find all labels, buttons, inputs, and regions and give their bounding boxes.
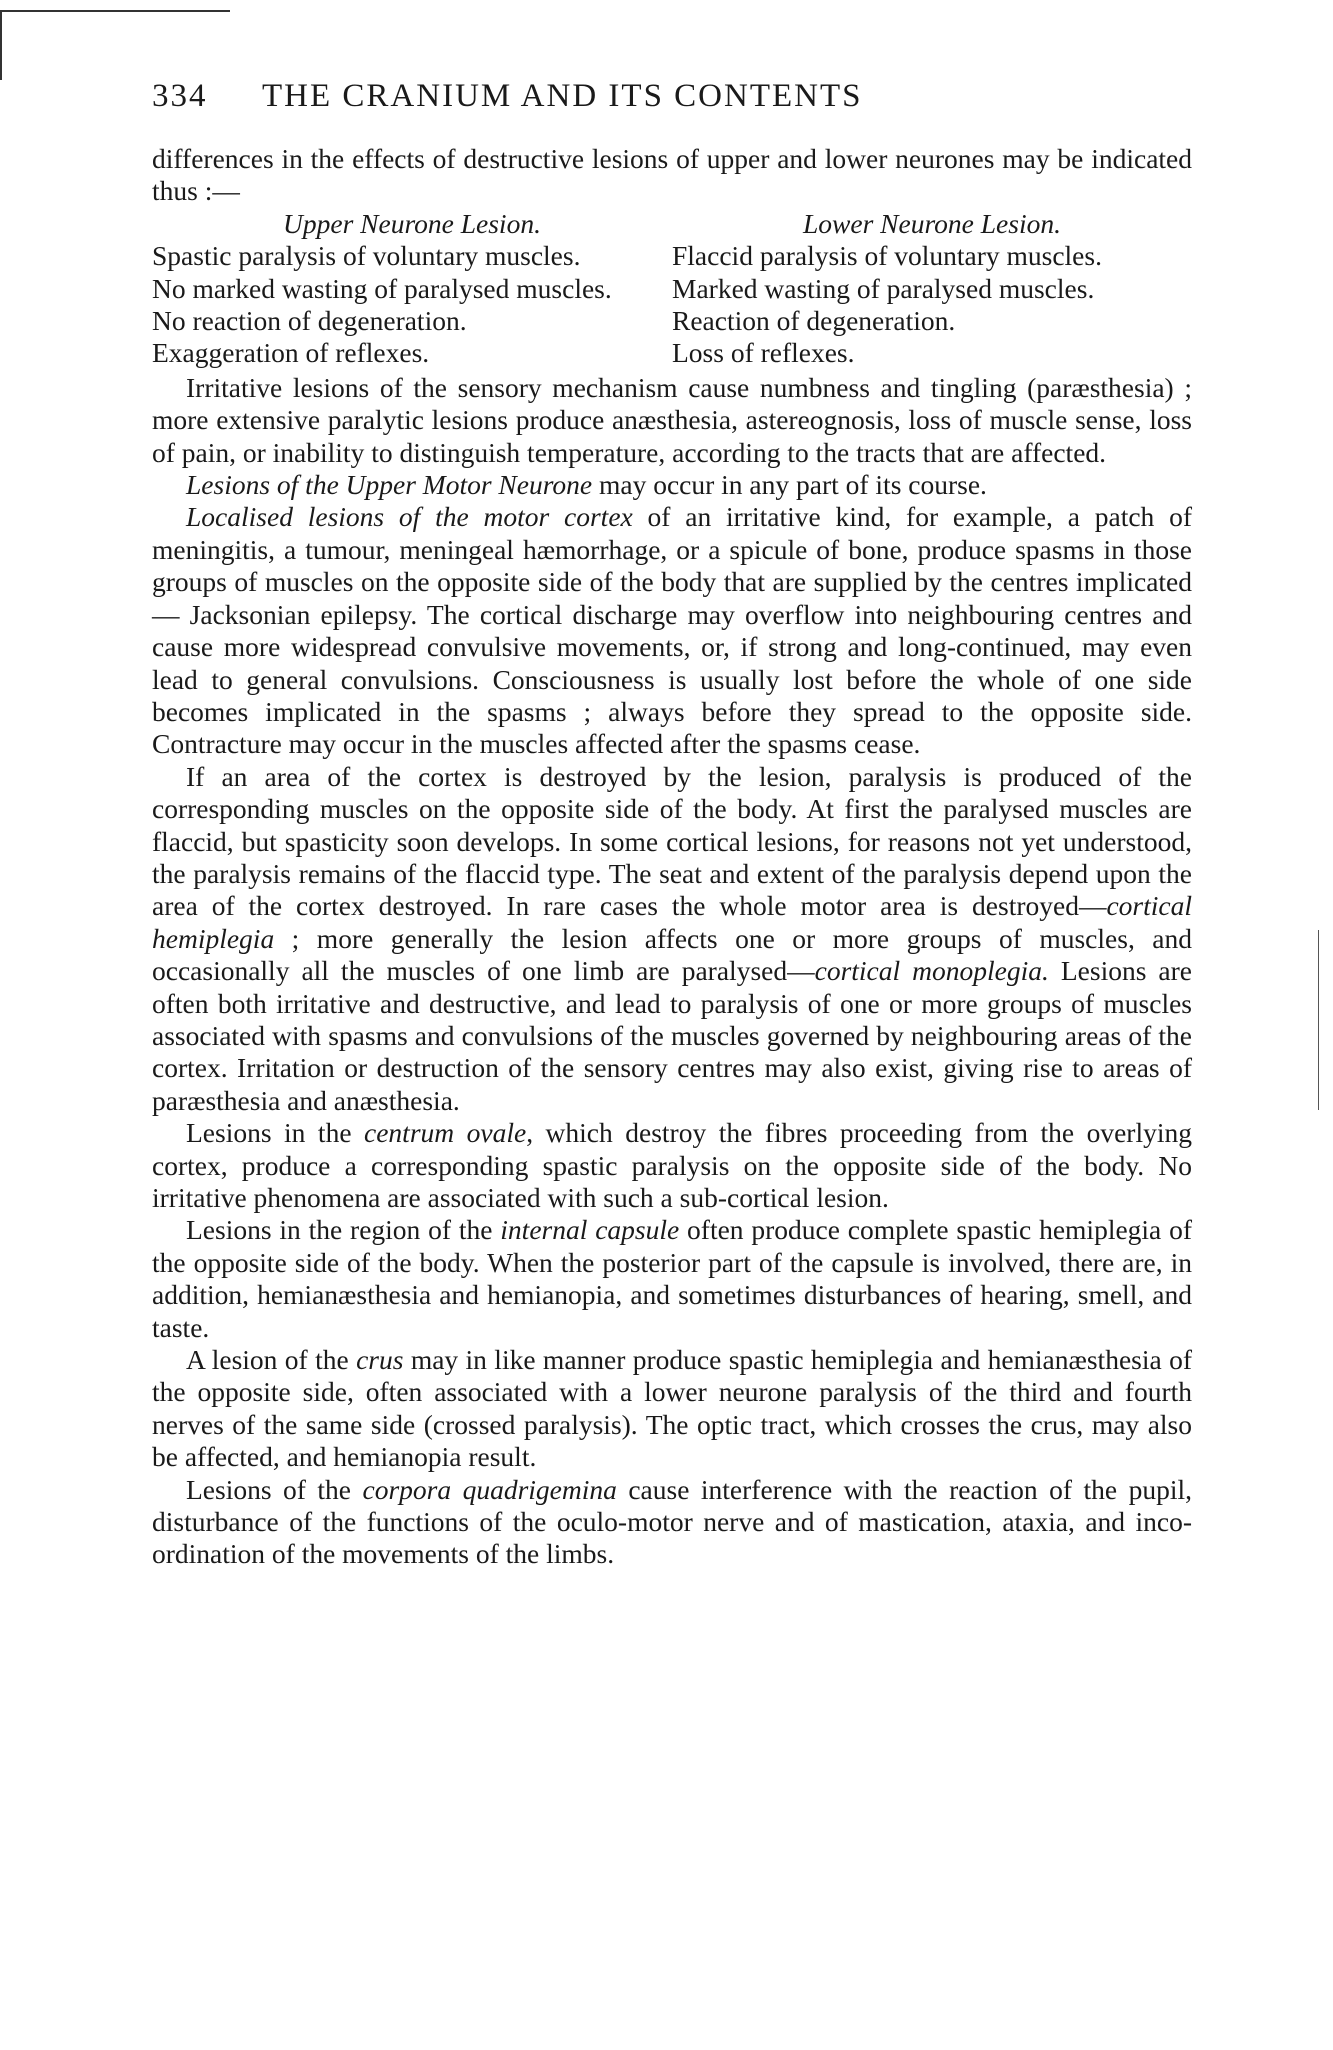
italic-term: corpora quadrigemina [362,1473,617,1505]
body-text [152,143,1192,1571]
upper-item: No marked wasting of paralysed muscles. [152,272,612,304]
paragraph-internal-capsule: Lesions in the region of the internal capsule often produce complete spastic hemiplegia of the opposite side of the body. When the posterior part of the capsule is involved, there are, in addition, hemianæsthesia and hemianopia, and sometimes disturbances of hearing, smell, and taste. [152,1214,1193,1343]
italic-term: crus [356,1344,404,1376]
italic-term: Lesions of the Upper Motor Neurone [186,469,593,501]
paragraph-upper-motor-neurone: Lesions of the Upper Motor Neurone may occur in any part of its course. [186,469,987,501]
paragraph-cortex-destroyed: If an area of the cortex is destroyed by the lesion, paralysis is produced of the corresponding muscles on the opposite side of the body. At first the paralysed muscles are flaccid, but spasticity soon develops. In some cortical lesions, for reasons not yet understood, the paralysis remains of the flaccid type. The seat and extent of the paralysis depend upon the area of the cortex destroyed. In rare cases the whole motor area is destroyed—cortical hemiplegia ; more generally the lesion affects one or more groups of muscles, and occasionally all the muscles of one limb are paralysed—cortical monoplegia. Lesions are often both irritative and destructive, and lead to paralysis of one or more groups of muscles associated with spasms and convulsions of the muscles governed by neighbouring areas of the cortex. Irritation or destruction of the sensory centres may also exist, giving rise to areas of paræsthesia and anæsthesia. [152,760,1192,1116]
lower-item: Reaction of degeneration. [672,305,956,337]
margin-rule [1318,930,1319,1110]
running-head [152,78,1192,115]
paragraph-motor-cortex: Localised lesions of the motor cortex of an irritative kind, for example, a patch of meningitis, a tumour, meningeal hæmorrhage, or a spicule of bone, produce spasms in those groups of muscles on the opposite side of the body that are supplied by the centres implicated — Jacksonian epilepsy. The cortical discharge may overflow into neighbouring centres and cause more widespread convulsive movements, or, if strong and long-continued, may even lead to general convulsions. Consciousness is usually lost before the whole of one side becomes implicated in the spasms ; always before they spread to the opposite side. Contracture may occur in the muscles affected after the spasms cease. [152,501,1192,760]
lower-neurone-column [672,208,1192,370]
upper-neurone-column [152,208,672,370]
upper-item: No reaction of degeneration. [152,305,467,337]
paragraph-corpora-quadrigemina: Lesions of the corpora quadrigemina cause interference with the reaction of the pupil, disturbance of the functions of the oculo-motor nerve and of mastication, ataxia, and inco-ordination of the movements of the limbs. [152,1473,1192,1570]
paragraph-centrum-ovale: Lesions in the centrum ovale, which destroy the fibres proceeding from the overlying cortex, produce a corresponding spastic paralysis on the opposite side of the body. No irritative phenomena are associated with such a sub-cortical lesion. [152,1117,1192,1213]
lower-item: Marked wasting of paralysed muscles. [672,272,1095,304]
page-number: 334 [152,78,208,114]
italic-term: Localised lesions of the motor cortex [186,501,633,533]
corner-rule-vertical [0,10,2,80]
italic-term: cortical hemiplegia [152,890,1192,954]
italic-term: centrum ovale [364,1117,527,1149]
upper-item: Exaggeration of reflexes. [152,337,430,369]
paragraph-crus: A lesion of the crus may in like manner produce spastic hemiplegia and hemianæsthesia of the opposite side, often associated with a lower neurone paralysis of the third and fourth nerves of the same side (crossed paralysis). The optic tract, which crosses the crus, may also be affected, and hemianopia result. [152,1344,1192,1473]
lower-neurone-heading: Lower Neurone Lesion. [803,207,1061,239]
lower-item: Flaccid paralysis of voluntary muscles. [672,240,1102,272]
intro-paragraph: differences in the effects of destructive lesions of upper and lower neurones may be indicated thus :— [152,143,1192,207]
italic-term: internal capsule [500,1214,680,1246]
lesion-comparison-table [152,208,1192,370]
lower-item: Loss of reflexes. [672,337,855,369]
corner-rule [0,10,230,12]
paragraph-irritative-lesions: Irritative lesions of the sensory mechanism cause numbness and tingling (paræsthesia) ; more extensive paralytic lesions produce anæsthesia, astereognosis, loss of muscle sense, loss of pain, or inability to distinguish temperature, according to the tracts that are affected. [152,371,1192,468]
upper-neurone-heading: Upper Neurone Lesion. [283,207,541,239]
page-title: THE CRANIUM AND ITS CONTENTS [262,78,863,114]
book-page [152,78,1192,1571]
italic-term: cortical monoplegia. [814,955,1049,987]
upper-item: Spastic paralysis of voluntary muscles. [152,240,581,272]
